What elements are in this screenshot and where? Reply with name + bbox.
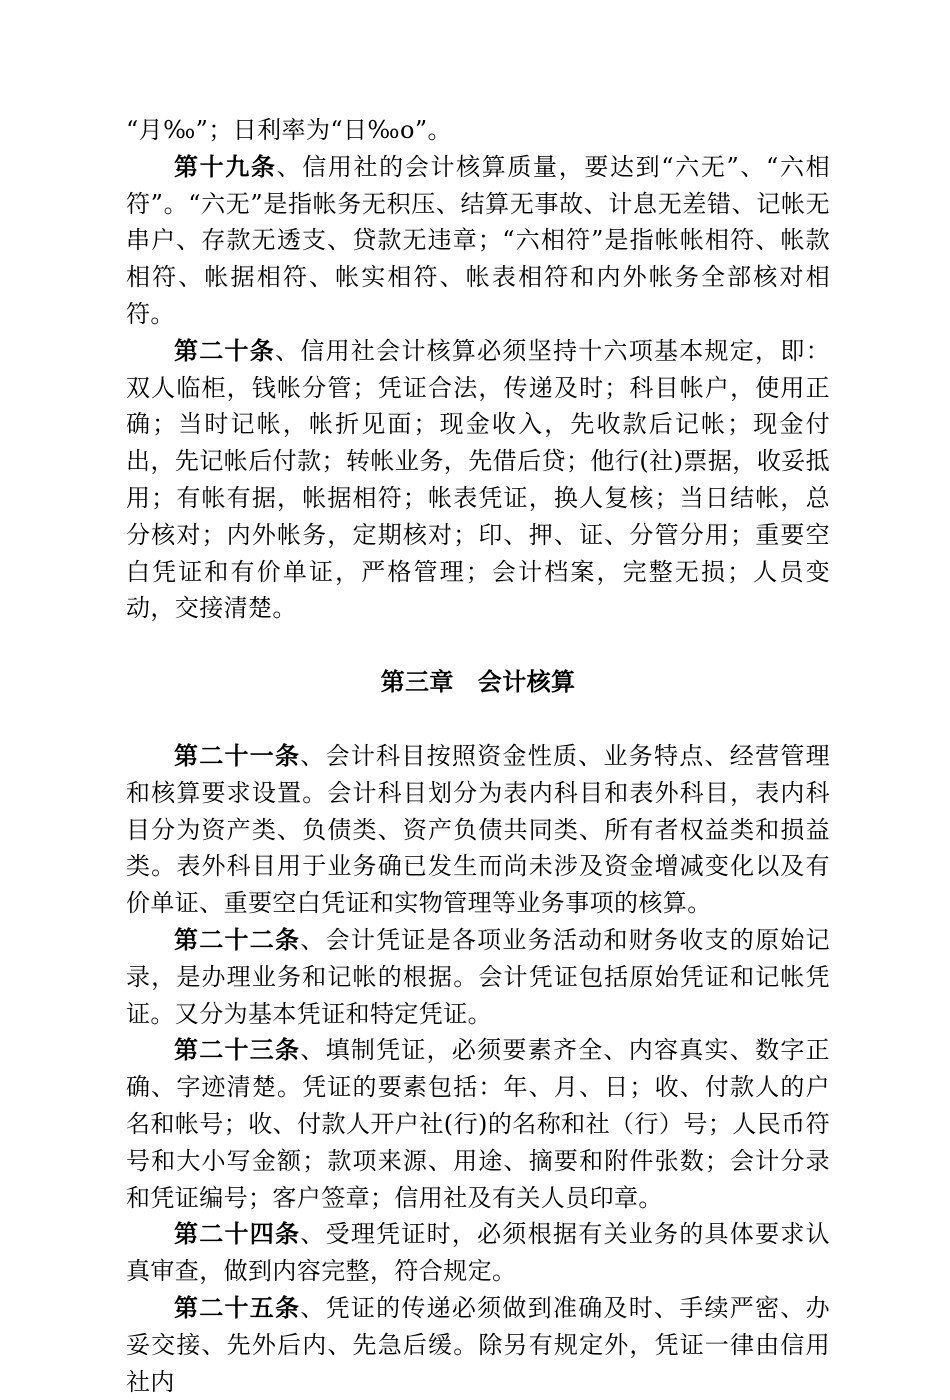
article-number: 第二十三条	[174, 1035, 301, 1065]
chapter-number: 第三章	[380, 667, 454, 697]
article-24	[126, 1216, 830, 1290]
article-23	[126, 1032, 830, 1216]
document-page	[126, 112, 830, 1400]
article-text: 、凭证的传递必须做到准确及时、手续严密、办妥交接、先外后内、先急后缓。除另有规定外，凭证一律由信用社内	[126, 1293, 831, 1396]
article-22	[126, 922, 830, 1032]
paragraph-continuation	[126, 112, 830, 149]
article-text: 、填制凭证，必须要素齐全、内容真实、数字正确、字迹清楚。凭证的要素包括：年、月、日；收、付款人的户名和帐号；收、付款人开户社(行)的名称和社（行）号；人民币符号和大小写金额；款项来源、用途、摘要和附件张数；会计分录和凭证编号；客户签章；信用社及有关人员印章。	[126, 1036, 831, 1212]
article-20	[126, 333, 830, 627]
article-19	[126, 149, 830, 333]
paragraph-text: “月‰”；日利率为“日‰o”。	[126, 116, 452, 144]
chapter-heading	[126, 664, 830, 701]
article-25	[126, 1290, 830, 1400]
article-text: 、信用社的会计核算质量，要达到“六无”、“六相符”。“六无”是指帐务无积压、结算无事故、计息无差错、记帐无串户、存款无透支、贷款无违章；“六相符”是指帐帐相符、帐款相符、帐据相符、帐实相符、帐表相符和内外帐务全部核对相符。	[126, 152, 830, 328]
article-number: 第二十四条	[174, 1219, 301, 1249]
article-text: 、信用社会计核算必须坚持十六项基本规定，即：双人临柜，钱帐分管；凭证合法，传递及时；科目帐户，使用正确；当时记帐，帐折见面；现金收入，先收款后记帐；现金付出，先记帐后付款；转帐业务，先借后贷；他行(社)票据，收妥抵用；有帐有据，帐据相符；帐表凭证，换人复核；当日结帐，总分核对；内外帐务，定期核对；印、押、证、分管分用；重要空白凭证和有价单证，严格管理；会计档案，完整无损；人员变动，交接清楚。	[126, 336, 830, 623]
article-number: 第二十五条	[174, 1292, 301, 1322]
article-number: 第二十一条	[174, 740, 301, 770]
article-number: 第二十二条	[174, 924, 301, 954]
article-text: 、会计科目按照资金性质、业务特点、经营管理和核算要求设置。会计科目划分为表内科目和表外科目，表内科目分为资产类、负债类、资产负债共同类、所有者权益类和损益类。表外科目用于业务确已发生而尚未涉及资金增减变化以及有价单证、重要空白凭证和实物管理等业务事项的核算。	[126, 741, 831, 918]
article-21	[126, 738, 830, 922]
article-text: 、会计凭证是各项业务活动和财务收支的原始记录，是办理业务和记帐的根据。会计凭证包括原始凭证和记帐凭证。又分为基本凭证和特定凭证。	[126, 925, 831, 1028]
chapter-title: 会计核算	[477, 667, 576, 697]
article-text: 、受理凭证时，必须根据有关业务的具体要求认真审查，做到内容完整，符合规定。	[126, 1220, 831, 1286]
article-number: 第十九条	[174, 151, 277, 181]
article-number: 第二十条	[174, 335, 276, 365]
